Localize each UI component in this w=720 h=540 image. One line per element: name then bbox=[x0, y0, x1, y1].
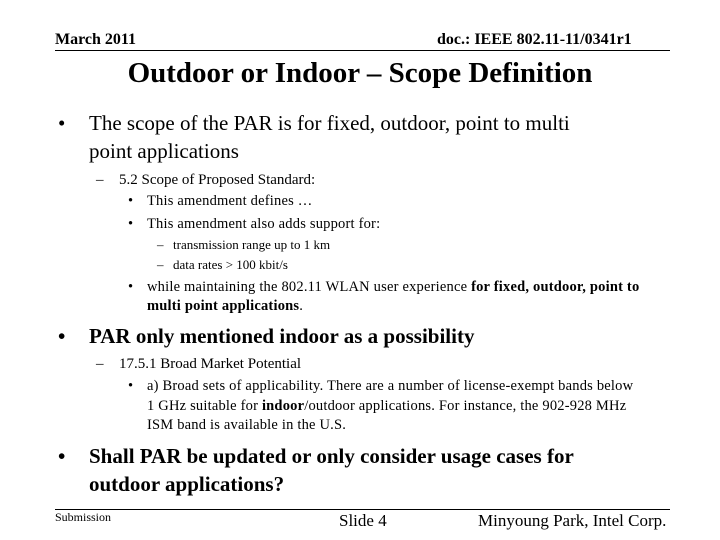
bullet-1-line-1: The scope of the PAR is for fixed, outdoor, point to multi bbox=[89, 111, 570, 135]
bullet-2-marker: • bbox=[58, 324, 66, 348]
bullet-1-last-line-2 bbox=[147, 296, 303, 316]
bullet-1-last-pre: while maintaining the 802.11 WLAN user experience bbox=[147, 279, 472, 295]
footer-submission: Submission bbox=[55, 510, 112, 524]
bullet-1-item-1-marker: • bbox=[128, 193, 134, 209]
slide-title: Outdoor or Indoor – Scope Definition bbox=[127, 57, 593, 89]
bullet-1-line-2: point applications bbox=[89, 139, 239, 163]
bullet-1-item-1-text: This amendment defines … bbox=[147, 193, 313, 209]
bullet-1-last-line-1 bbox=[147, 277, 639, 297]
bullet-2-item-line-2-bold: indoor bbox=[261, 398, 305, 414]
bullet-1-subitem-1-text: transmission range up to 1 km bbox=[173, 237, 331, 252]
bullet-2-item-line-2-pre: 1 GHz suitable for bbox=[147, 398, 262, 414]
bullet-3-line-1: Shall PAR be updated or only consider usage cases for bbox=[89, 444, 574, 468]
bullet-1-last-line-2-bold: multi point applications bbox=[147, 298, 300, 314]
bullet-1-subitem-1-marker: – bbox=[157, 237, 164, 252]
bullet-1-last-marker: • bbox=[128, 279, 134, 295]
bullet-2-item-line-3: ISM band is available in the U.S. bbox=[147, 417, 347, 433]
bullet-2-sub-marker: – bbox=[96, 356, 104, 372]
bullet-1-item-2-marker: • bbox=[128, 216, 134, 232]
bullet-1-item-2-text: This amendment also adds support for: bbox=[147, 216, 381, 232]
header-rule bbox=[55, 50, 670, 51]
bullet-3-line-2: outdoor applications? bbox=[89, 472, 285, 496]
footer-slide-number: Slide 4 bbox=[339, 511, 387, 530]
bullet-1-subitem-2-text: data rates > 100 kbit/s bbox=[173, 257, 288, 272]
bullet-1-last-line-2-end: . bbox=[299, 298, 304, 314]
bullet-1-last-bold: for fixed, outdoor, point to bbox=[471, 279, 640, 295]
bullet-2-item-line-2 bbox=[147, 396, 626, 416]
bullet-3-marker: • bbox=[58, 444, 66, 468]
bullet-2-item-marker: • bbox=[128, 378, 134, 394]
header-doc-id: doc.: IEEE 802.11-11/0341r1 bbox=[437, 31, 632, 48]
header-date: March 2011 bbox=[55, 31, 137, 48]
bullet-2-sub-text: 17.5.1 Broad Market Potential bbox=[119, 356, 302, 372]
bullet-1-subitem-2-marker: – bbox=[157, 257, 164, 272]
bullet-2-text: PAR only mentioned indoor as a possibility bbox=[89, 324, 475, 348]
bullet-1-marker: • bbox=[58, 111, 66, 135]
bullet-2-item-line-2-post: /outdoor applications. For instance, the 902-928 MHz bbox=[304, 398, 627, 414]
bullet-2-item-line-1: a) Broad sets of applicability. There are a number of license-exempt bands below bbox=[147, 378, 634, 394]
bullet-1-sub-marker: – bbox=[96, 172, 104, 188]
footer-author: Minyoung Park, Intel Corp. bbox=[478, 511, 667, 530]
bullet-1-sub-text: 5.2 Scope of Proposed Standard: bbox=[119, 172, 316, 188]
footer-rule bbox=[55, 509, 670, 510]
